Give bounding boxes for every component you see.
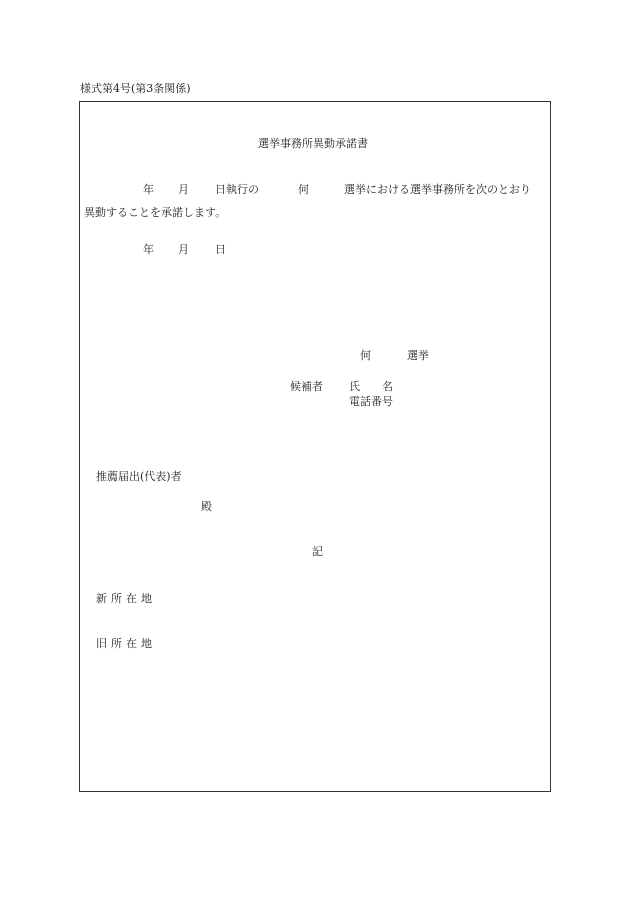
candidate-phone-label: 電話番号 bbox=[349, 395, 393, 408]
body-election-what-label: 何 bbox=[298, 183, 309, 196]
old-address-label: 旧所在地 bbox=[96, 637, 156, 650]
new-address-label: 新所在地 bbox=[96, 592, 156, 605]
date-day-label: 日 bbox=[215, 243, 226, 256]
record-heading: 記 bbox=[312, 545, 323, 558]
recommender-label: 推薦届出(代表)者 bbox=[96, 470, 182, 483]
date-year-label: 年 bbox=[143, 243, 154, 256]
date-month-label: 月 bbox=[178, 243, 189, 256]
body-line-2: 異動することを承諾します。 bbox=[84, 206, 227, 219]
document-title: 選挙事務所異動承諾書 bbox=[258, 137, 368, 150]
body-year-label: 年 bbox=[143, 183, 154, 196]
candidate-label: 候補者 bbox=[290, 380, 323, 393]
body-election-text: 選挙における選挙事務所を次のとおり bbox=[344, 183, 531, 196]
election-what-label: 何 bbox=[360, 349, 371, 362]
election-label: 選挙 bbox=[407, 349, 429, 362]
body-month-label: 月 bbox=[178, 183, 189, 196]
form-number-label: 様式第4号(第3条関係) bbox=[80, 82, 191, 95]
document-frame bbox=[79, 101, 551, 792]
candidate-name-label: 氏 名 bbox=[349, 380, 393, 393]
honorific-label: 殿 bbox=[201, 500, 212, 513]
body-day-exec-label: 日執行の bbox=[215, 183, 259, 196]
